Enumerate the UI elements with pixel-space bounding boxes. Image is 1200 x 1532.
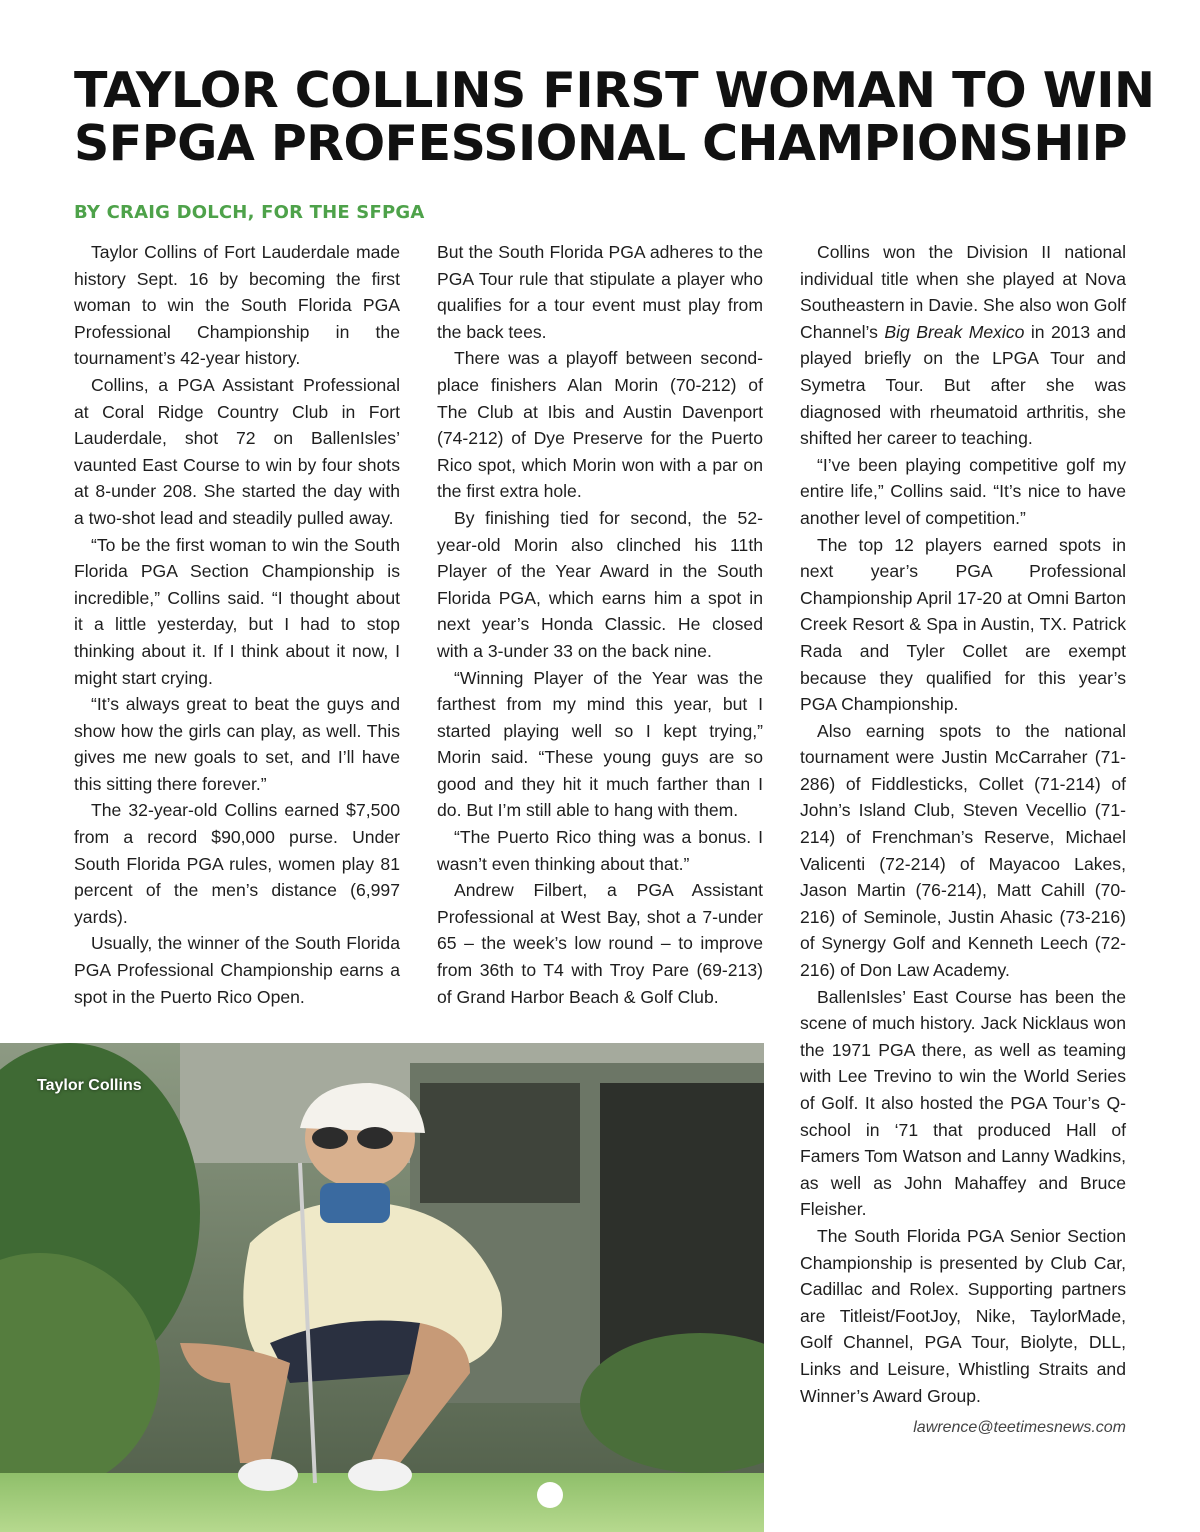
author-email: lawrence@teetimesnews.com bbox=[913, 1419, 1126, 1436]
byline: BY CRAIG DOLCH, FOR THE SFPGA bbox=[74, 202, 425, 223]
paragraph: The South Florida PGA Senior Section Championship is presented by Club Car, Cadillac and Rolex. Supporting partners are Titleist/FootJoy, Nike, TaylorMade, Golf Channel, PGA Tour, Biolyte, DLL, Links and Leisure, Whistling Straits and Winner’s Award Group. bbox=[800, 1225, 1126, 1406]
column-1 bbox=[74, 239, 400, 1010]
paragraph: Taylor Collins of Fort Lauderdale made history Sept. 16 by becoming the first woman to win the South Florida PGA Professional Championship in the tournament’s 42-year history. bbox=[74, 242, 400, 369]
paragraph: “To be the first woman to win the South Florida PGA Section Championship is incredible,” Collins said. “I thought about it a little yesterday, but I had to stop thinking about it. If I think about it now, I might start crying. bbox=[74, 534, 400, 688]
paragraph: The top 12 players earned spots in next year’s PGA Professional Championship April 17-20 at Omni Barton Creek Resort & Spa in Austin, TX. Patrick Rada and Tyler Collet are exempt because they qualified for this year’s PGA Championship. bbox=[800, 534, 1126, 715]
paragraph: But the South Florida PGA adheres to the PGA Tour rule that stipulate a player who qualifies for a tour event must play from the back tees. bbox=[437, 242, 763, 342]
article-headline bbox=[74, 62, 1155, 172]
golfer-photo-illustration bbox=[0, 1043, 764, 1532]
paragraph-text: in 2013 and played briefly on the LPGA Tour and Symetra Tour. But after she was diagnosed with rheumatoid arthritis, she shifted her career to teaching. bbox=[800, 321, 1126, 449]
paragraph: There was a playoff between second-place finishers Alan Morin (70-212) of The Club at Ibis and Austin Davenport (74-212) of Dye Preserve for the Puerto Rico spot, which Morin won with a par on the first extra hole. bbox=[437, 348, 763, 502]
photo-caption: Taylor Collins bbox=[37, 1077, 142, 1094]
paragraph: The 32-year-old Collins earned $7,500 from a record $90,000 purse. Under South Florida PGA rules, women play 81 percent of the men’s distance (6,997 yards). bbox=[74, 800, 400, 927]
paragraph bbox=[800, 239, 1126, 452]
paragraph: Andrew Filbert, a PGA Assistant Professional at West Bay, shot a 7-under 65 – the week’s low round – to improve from 36th to T4 with Troy Pare (69-213) of Grand Harbor Beach & Golf Club. bbox=[437, 880, 763, 1007]
paragraph-text: Collins won the Division II national individual title when she played at Nova Southeastern in Davie. She also won Golf Channel’s bbox=[800, 242, 1126, 342]
paragraph: Usually, the winner of the South Florida PGA Professional Championship earns a spot in the Puerto Rico Open. bbox=[74, 933, 400, 1007]
paragraph: By finishing tied for second, the 52-year-old Morin also clinched his 11th Player of the Year Award in the South Florida PGA, which earns him a spot in next year’s Honda Classic. He closed with a 3-under 33 on the back nine. bbox=[437, 507, 763, 661]
paragraph: Collins, a PGA Assistant Professional at Coral Ridge Country Club in Fort Lauderdale, shot 72 on BallenIsles’ vaunted East Course to win by four shots at 8-under 208. She started the day with a two-shot lead and steadily pulled away. bbox=[74, 374, 400, 528]
headline-line-2: SFPGA PROFESSIONAL CHAMPIONSHIP bbox=[74, 115, 1128, 172]
column-2 bbox=[437, 239, 763, 1010]
golfer-photo bbox=[0, 1043, 764, 1532]
paragraph: “The Puerto Rico thing was a bonus. I wasn’t even thinking about that.” bbox=[437, 827, 763, 874]
paragraph: Also earning spots to the national tournament were Justin McCarraher (71-286) of Fiddlesticks, Collet (71-214) of John’s Island Club, Steven Vecellio (71-214) of Frenchman’s Reserve, Michael Valicenti (72-214) of Mayacoo Lakes, Jason Martin (76-214), Matt Cahill (70-216) of Seminole, Justin Ahasic (73-216) of Synergy Golf and Kenneth Leech (72-216) of Don Law Academy. bbox=[800, 720, 1126, 981]
show-title: Big Break Mexico bbox=[884, 321, 1025, 342]
paragraph: “I’ve been playing competitive golf my entire life,” Collins said. “It’s nice to have another level of competition.” bbox=[800, 454, 1126, 528]
paragraph: “Winning Player of the Year was the farthest from my mind this year, but I started playing well so I kept trying,” Morin said. “These young guys are so good and they hit it much farther than I do. But I’m still able to hang with them. bbox=[437, 667, 763, 821]
column-3 bbox=[800, 239, 1126, 1409]
paragraph: “It’s always great to beat the guys and show how the girls can play, as well. This gives me new goals to set, and I’ll have this sitting there forever.” bbox=[74, 694, 400, 794]
paragraph: BallenIsles’ East Course has been the scene of much history. Jack Nicklaus won the 1971 PGA there, as well as teaming with Lee Trevino to win the World Series of Golf. It also hosted the PGA Tour’s Q-school in ‘71 that produced Hall of Famers Tom Watson and Lanny Wadkins, as well as John Mahaffey and Bruce Fleisher. bbox=[800, 986, 1126, 1220]
headline-line-1: TAYLOR COLLINS FIRST WOMAN TO WIN bbox=[74, 62, 1155, 119]
